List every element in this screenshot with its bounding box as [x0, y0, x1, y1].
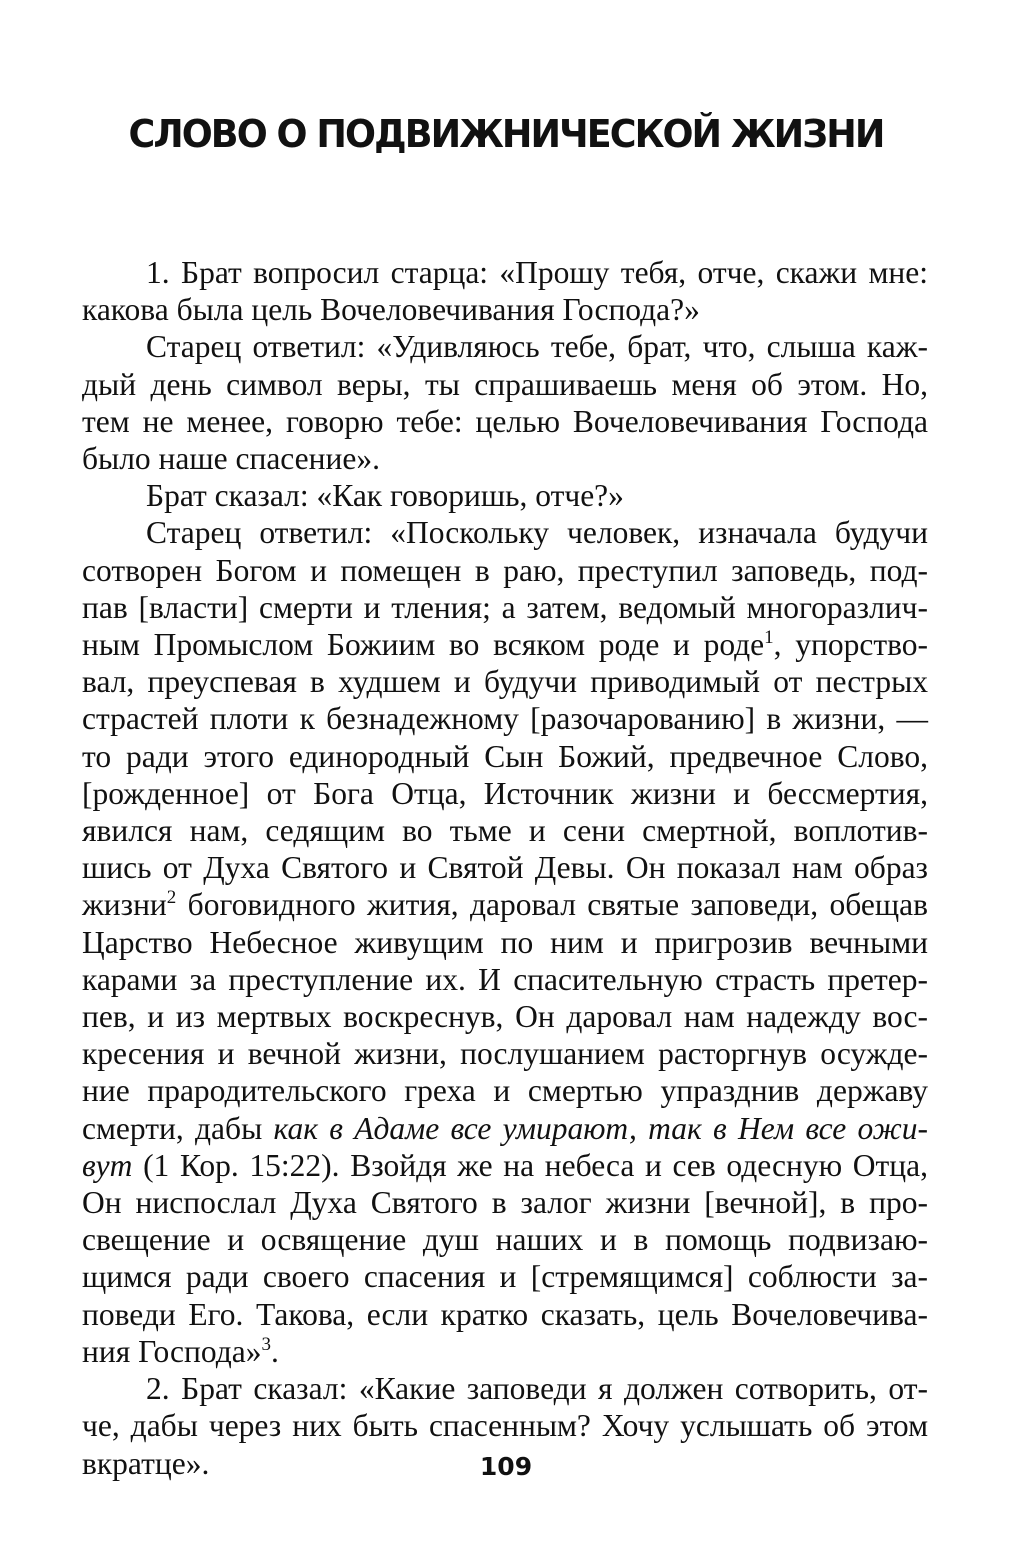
line-text: карами за преступление их. И спасительную страсть претер-: [82, 961, 928, 997]
text-line: [82, 1407, 928, 1444]
text-line: [82, 477, 928, 514]
text-line: [82, 589, 928, 626]
line-text: боговидного жития, даровал святые заповеди, обещав: [176, 887, 928, 923]
text-line: [82, 440, 928, 477]
text-line: [82, 366, 928, 403]
text-line: [82, 1072, 928, 1109]
line-text: Старец ответил: «Удивляюсь тебе, брат, что, слыша каж-: [146, 329, 928, 365]
text-line: [82, 700, 928, 737]
footnote-ref: 3: [261, 1333, 271, 1355]
line-text: ным Промыслом Божиим во всяком роде и роде: [82, 627, 765, 663]
line-text: че, дабы через них быть спасенным? Хочу услышать об этом: [82, 1408, 928, 1444]
text-line: [82, 1333, 928, 1370]
line-text: Царство Небесное живущим по ним и пригрозив вечными: [82, 924, 928, 960]
line-text: пев, и из мертвых воскреснув, Он даровал нам надежду вос-: [82, 999, 928, 1035]
text-line: [82, 775, 928, 812]
text-line: [82, 254, 928, 291]
text-line: [82, 291, 928, 328]
text-line: [82, 552, 928, 589]
text-line: [82, 403, 928, 440]
line-text: кресения и вечной жизни, послушанием расторгнув осужде-: [82, 1036, 928, 1072]
text-line: [82, 738, 928, 775]
line-text: было наше спасение».: [82, 441, 380, 477]
text-line: [82, 1296, 928, 1333]
chapter-body: [82, 254, 928, 1482]
line-text: смерти, дабы: [82, 1110, 274, 1146]
text-line: [82, 1370, 928, 1407]
line-text: свещение и освящение душ наших и в помощь подвизаю-: [82, 1222, 928, 1258]
line-text: дый день символ веры, ты спрашиваешь меня об этом. Но,: [82, 366, 928, 402]
text-line: [82, 663, 928, 700]
text-line: [82, 961, 928, 998]
text-line: [82, 1147, 928, 1184]
line-text: то ради этого единородный Сын Божий, предвечное Слово,: [82, 738, 928, 774]
line-text: , упорство-: [773, 627, 928, 663]
line-text: явился нам, седящим во тьме и сени смертной, воплотив-: [82, 813, 928, 849]
line-text: .: [271, 1333, 279, 1369]
line-text: какова была цель Вочеловечивания Господа?»: [82, 292, 700, 328]
text-line: [82, 886, 928, 923]
text-line: [82, 514, 928, 551]
line-text: щимся ради своего спасения и [стремящимся] соблюсти за-: [82, 1259, 928, 1295]
line-text: [рожденное] от Бога Отца, Источник жизни и бессмертия,: [82, 775, 928, 811]
line-text: Старец ответил: «Поскольку человек, изначала будучи: [146, 515, 928, 551]
line-text: поведи Его. Такова, если кратко сказать, цель Вочеловечива-: [82, 1296, 928, 1332]
text-line: [82, 626, 928, 663]
line-text: Брат сказал: «Как говоришь, отче?»: [146, 478, 624, 514]
line-text: (1 Кор. 15:22). Взойдя же на небеса и сев одесную Отца,: [132, 1147, 928, 1183]
line-text: вал, преуспевая в худшем и будучи приводимый от пестрых: [82, 664, 928, 700]
line-text: ние прародительского греха и смертью упразднив державу: [82, 1073, 928, 1109]
line-text: 1. Брат вопросил старца: «Прошу тебя, отче, скажи мне:: [146, 255, 928, 290]
page-number: 109: [479, 1452, 533, 1481]
text-line: [82, 924, 928, 961]
footnote-ref: 2: [166, 887, 177, 909]
text-line: [82, 812, 928, 849]
text-line: [82, 1184, 928, 1221]
text-line: [82, 1110, 928, 1147]
line-text: шись от Духа Святого и Святой Девы. Он показал нам образ: [82, 850, 928, 886]
footnote-ref: 1: [764, 627, 774, 649]
chapter-title: СЛОВО О ПОДВИЖНИЧЕСКОЙ ЖИЗНИ: [128, 112, 884, 156]
text-line: [82, 849, 928, 886]
scripture-quote: вут: [82, 1147, 133, 1183]
line-text: пав [власти] смерти и тления; а затем, ведомый многоразлич-: [82, 589, 928, 625]
line-text: Он ниспослал Духа Святого в залог жизни [вечной], в про-: [82, 1185, 928, 1221]
text-line: [82, 1221, 928, 1258]
line-text: страстей плоти к безнадежному [разочарованию] в жизни, —: [82, 701, 928, 737]
line-text: ния Господа»: [82, 1333, 262, 1369]
line-text: тем не менее, говорю тебе: целью Вочеловечивания Господа: [82, 403, 928, 439]
line-text: сотворен Богом и помещен в раю, преступил заповедь, под-: [82, 552, 928, 588]
text-line: [82, 998, 928, 1035]
text-line: [82, 328, 928, 365]
text-line: [82, 1035, 928, 1072]
line-text: жизни: [82, 887, 167, 923]
line-text: 2. Брат сказал: «Какие заповеди я должен сотворить, от-: [146, 1371, 928, 1407]
scripture-quote: как в Адаме все умирают, так в Нем все ожи-: [273, 1110, 928, 1146]
line-text: вкратце».: [82, 1445, 210, 1481]
text-line: [82, 1258, 928, 1295]
